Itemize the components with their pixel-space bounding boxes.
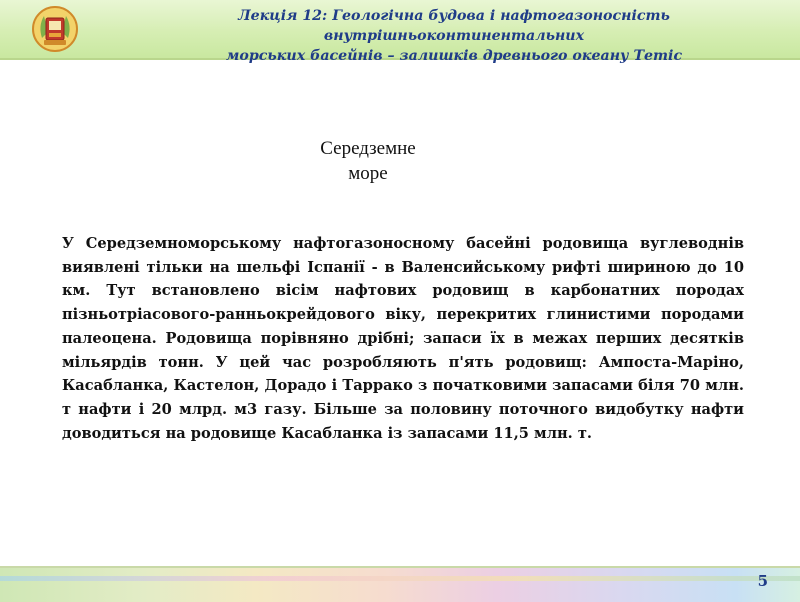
section-title bbox=[268, 136, 468, 186]
lecture-title-line2: морських басейнів – залишків древнього океану Тетіс bbox=[225, 48, 683, 64]
lecture-title bbox=[118, 6, 790, 66]
university-crest-icon bbox=[30, 4, 80, 54]
section-title-line1: Середземне bbox=[320, 138, 416, 159]
section-title-line2: море bbox=[348, 163, 388, 184]
lecture-title-line1: Лекція 12: Геологічна будова і нафтогазоносність внутрішньоконтинентальних bbox=[238, 8, 670, 44]
footer-decorative-strip bbox=[0, 576, 800, 581]
slide-footer bbox=[0, 566, 800, 602]
page-number: 5 bbox=[757, 572, 768, 590]
body-paragraph: У Середземноморському нафтогазоносному басейні родовища вуглеводнів виявлені тільки на шельфі Іспанії - в Валенсийському рифті шириною до 10 км. Тут встановлено вісім нафтових родовищ в карбонатних породах пізньотріасового-ранньокрейдового віку, перекритих глинистими породами палеоцена. Родовища порівняно дрібні; запаси їх в межах перших десятків мільярдів тонн. У цей час розробляють п'ять родовищ: Ампоста-Маріно, Касабланка, Кастелон, Дорадо і Таррако з початковими запасами біля 70 млн. т нафти і 20 млрд. м3 газу. Більше за половину поточного видобутку нафти доводиться на родовище Касабланка із запасами 11,5 млн. т. bbox=[62, 235, 744, 442]
slide-header bbox=[0, 0, 800, 64]
